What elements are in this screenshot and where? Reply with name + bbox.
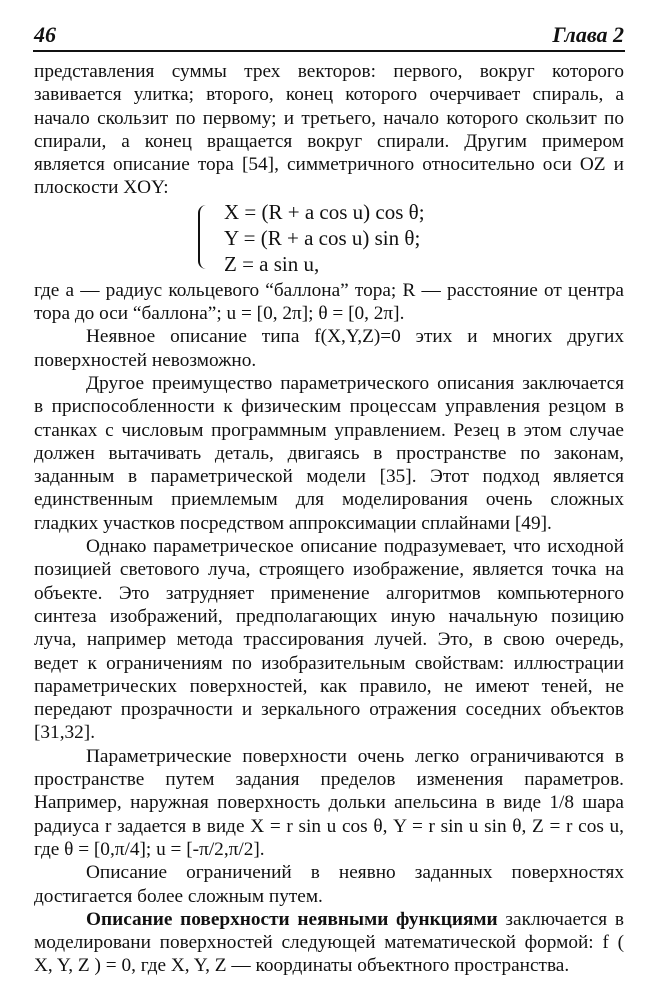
paragraph-3: Неявное описание типа f(X,Y,Z)=0 этих и многих других поверхностей невозможно. [34, 326, 624, 371]
chapter-title: Глава 2 [552, 22, 624, 47]
paragraph-8 [34, 908, 624, 978]
page-header [34, 22, 624, 52]
formula-line-z: Z = a sin u, [224, 251, 320, 276]
paragraph-7: Описание ограничений в неявно заданных поверхностях достигается более сложным путем. [34, 862, 624, 907]
bold-term: Описание поверхности неявными функциями [86, 908, 498, 930]
paragraph-5: Однако параметрическое описание подразумевает, что исходной позицией светового луча, строящего изображение, является точка на объекте. Это затрудняет применение алгоритмов компьютерного синтеза изображений, предполагающих иную начальную позицию луча, например метода трассирования лучей. Это, в свою очередь, ведет к ограничениям по изобразительным свойствам: иллюстрации параметрических поверхностей, как правило, не имеют теней, не передают прозрачности и зеркального отражения соседних объектов [31,32]. [34, 536, 624, 744]
paragraph-4: Другое преимущество параметрического описания заключается в приспособленности к физическим процессам управления резцом в станках с числовым программным управлением. Резец в этом случае должен вытачивать деталь, двигаясь в пространстве по законам, заданным в параметрической модели [35]. Этот подход является единственным приемлемым для моделирования очень сложных гладких участков посредством аппроксимации сплайнами [49]. [34, 372, 624, 534]
page-number: 46 [34, 22, 56, 47]
formula-line-y: Y = (R + a cos u) sin θ; [224, 225, 421, 250]
left-brace [198, 205, 208, 269]
paragraph-6: Параметрические поверхности очень легко ограничиваются в пространстве путем задания пределов изменения параметров. Например, наружная поверхность дольки апельсина в виде 1/8 шара радиуса r задается в виде X = r sin u cos θ, Y = r sin u sin θ, Z = r cos u, где θ = [0,π/4]; u = [-π/2,π/2]. [34, 745, 624, 860]
torus-formula [34, 199, 624, 277]
paragraph-8-text: заключается в моделировани поверхностей следующей математической формой: f ( X, Y, Z ) = 0, где X, Y, Z — координаты объектного пространства. [34, 908, 624, 977]
formula-line-x: X = (R + a cos u) cos θ; [224, 199, 425, 224]
paragraph-1: представления суммы трех векторов: первого, вокруг которого завивается улитка; второго, конец которого очерчивает спираль, а начало скользит по первому; и третьего, начало которого скользит по спирали, а конец вращается вокруг спирали. Другим примером является описание тора [54], симметричного относительно оси OZ и плоскости XOY: [34, 61, 624, 199]
page-body [34, 60, 624, 978]
paragraph-2: где a — радиус кольцевого “баллона” тора; R — расстояние от центра тора до оси “баллона”; u = [0, 2π]; θ = [0, 2π]. [34, 279, 624, 325]
header-rule [33, 50, 625, 52]
